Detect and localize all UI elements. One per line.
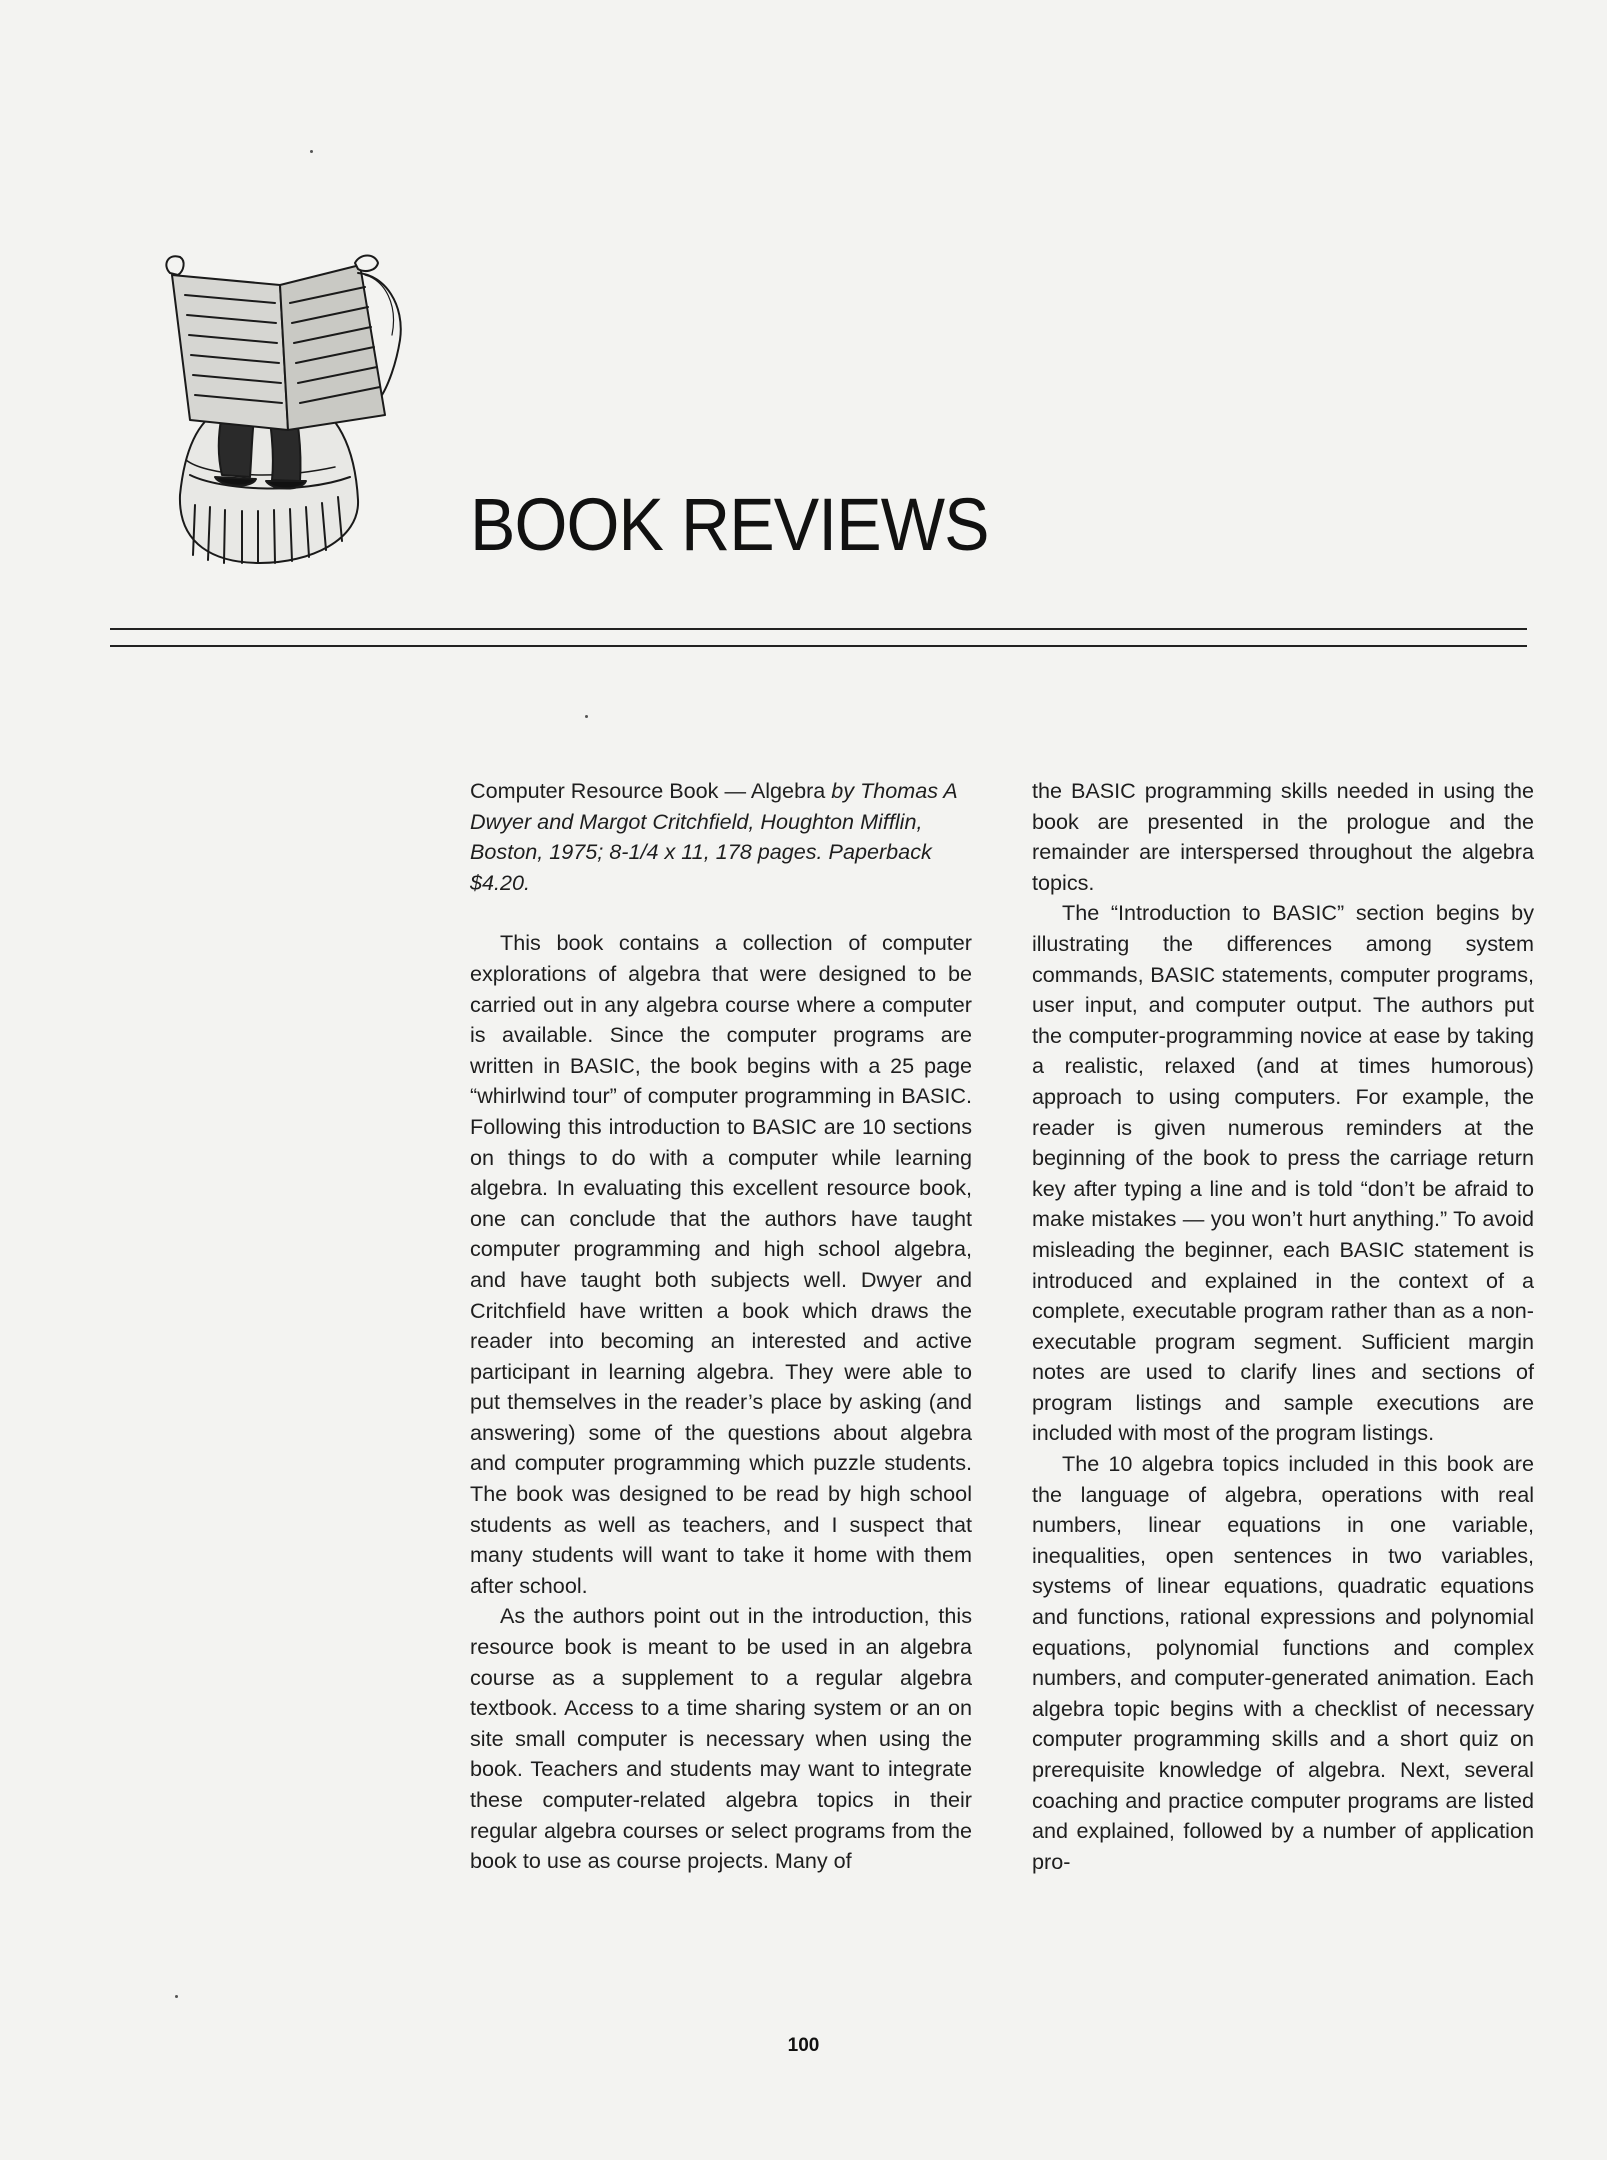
book-byline: by Thomas A Dwyer and Margot Critchfield, Houghton Mifflin, Boston, 1975; 8-1/4 x 11, 178 pages. Paperback $4.20.	[470, 778, 957, 895]
header-rule-top	[110, 628, 1527, 630]
reader-on-stump-illustration	[160, 245, 420, 575]
page-number: 100	[787, 2035, 820, 2056]
header-rule-bottom	[110, 645, 1527, 647]
left-column	[470, 776, 972, 1877]
scan-speck	[585, 715, 588, 718]
review-paragraph: This book contains a collection of computer explorations of algebra that were designed to be carried out in any algebra course where a computer is available. Since the computer programs are written in BASIC, the book begins with a 25 page “whirlwind tour” of computer programming in BASIC. Following this introduction to BASIC are 10 sections on things to do with a computer while learning algebra. In evaluating this excellent resource book, one can conclude that the authors have taught computer programming and high school algebra, and have taught both subjects well. Dwyer and Critchfield have written a book which draws the reader into becoming an interested and active participant in learning algebra. They were able to put themselves in the reader’s place by asking (and answering) some of the questions about algebra and computer programming which puzzle students. The book was designed to be read by high school students as well as teachers, and I suspect that many students will want to take it home with them after school.	[470, 930, 972, 1598]
review-paragraph: The 10 algebra topics included in this book are the language of algebra, operations with real numbers, linear equations in one variable, inequalities, open sentences in two variables, systems of linear equations, quadratic equations and functions, rational expressions and polynomial equations, polynomial functions and complex numbers, and computer-generated animation. Each algebra topic begins with a checklist of necessary computer programming skills and a short quiz on prerequisite knowledge of algebra. Next, several coaching and practice computer programs are listed and explained, followed by a number of application pro-	[1032, 1451, 1534, 1874]
right-column	[1032, 776, 1534, 1877]
page-title: BOOK REVIEWS	[470, 483, 989, 566]
book-title: Computer Resource Book — Algebra	[470, 778, 826, 803]
book-citation	[470, 776, 972, 898]
scan-speck	[310, 150, 313, 153]
review-paragraph: As the authors point out in the introduction, this resource book is meant to be used in an algebra course as a supplement to a regular algebra textbook. Access to a time sharing system or an on site small computer is necessary when using the book. Teachers and students may want to integrate these computer-related algebra topics in their regular algebra courses or select programs from the book to use as course projects. Many of	[470, 1603, 972, 1874]
review-paragraph: the BASIC programming skills needed in using the book are presented in the prologue and the remainder are interspersed throughout the algebra topics.	[1032, 778, 1534, 895]
scan-speck	[175, 1995, 178, 1998]
review-paragraph: The “Introduction to BASIC” section begins by illustrating the differences among system commands, BASIC statements, computer programs, user input, and computer output. The authors put the computer-programming novice at ease by taking a realistic, relaxed (and at times humorous) approach to using computers. For example, the reader is given numerous reminders at the beginning of the book to press the carriage return key after typing a line and is told “don’t be afraid to make mistakes — you won’t hurt anything.” To avoid misleading the beginner, each BASIC statement is introduced and explained in the context of a complete, executable program rather than as a non-executable program segment. Sufficient margin notes are used to clarify lines and sections of program listings and sample executions are included with most of the program listings.	[1032, 900, 1534, 1446]
